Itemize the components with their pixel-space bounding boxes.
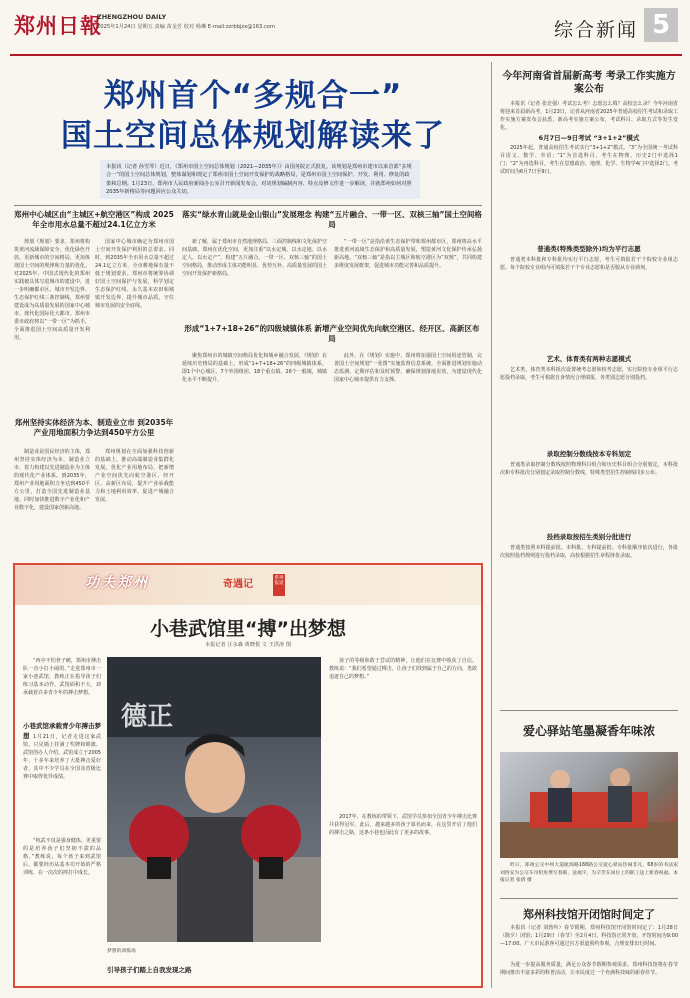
paragraph: 昨日，郑州公交中州大道航海路168路公交爱心驿站热闹非凡，68岁的书法家刘西安为公交车司机免费写春联、送福字，为辛苦在岗位上的职工送上新春祝福。本报记者 张倩 摄 bbox=[500, 863, 678, 884]
paragraph: 郑州规划在全面加强科技创新的基础上，推动高端制造业集群化发展，优化产业用地布局，把新增产业空间优先向航空港区、经开区、高新区布局，提升产业承载能力和土地利用效率，促进产城融合发展。 bbox=[95, 449, 174, 503]
feature-text-d bbox=[329, 657, 477, 807]
paragraph: 本报讯（记者 刘勃吟）春节假期，郑州科技馆开闭馆时间定了：1月28日（除夕）闭馆；1月29日（春节）至2月4日，科技馆正常开放，开馆时间为9:00—17:00。广大市民游客可通过官方渠道预约参观，合理安排出行时间。 bbox=[500, 925, 678, 947]
feature-text-c bbox=[23, 837, 101, 977]
lead-headline-line1: 郑州首个“多规合一” bbox=[103, 78, 403, 114]
paragraph: 规划《规划》要求，郑州将构筑黄河流域保障安全、优化绿色开放、更新城市的空间格局，更加体现国土空间的规律和力量的优化。对2025年、中国式现代化的郑州实践被具体写进城市的建设中。进一步明确都市区、城市开发边界、生态保护红线三条控制线，郑州要建设成为高质量发展的国家中心城市、现代化国际化大都市。郑州市委市政府将以“一带一区”为抓手，全面推进国土空间高质量开发利用。 bbox=[14, 239, 90, 341]
paper-english-name: ZHENGZHOU DAILY bbox=[97, 13, 167, 21]
paragraph: 本报讯（记者 张竞强）考试怎么考？志愿怎么填？高校怎么录？今年河南省将迎来首届新高考，1月23日，记者从河南省2025年普通高校招生考试和录取工作实施方案发布会获悉，新高考实施方案公布，考试科目、录取方式等发生变化。 bbox=[500, 101, 678, 130]
column-f bbox=[95, 448, 174, 556]
right-story-1-text bbox=[500, 100, 678, 130]
photo-2-caption bbox=[500, 862, 678, 896]
right-story-1-text5 bbox=[500, 461, 678, 529]
paragraph: 普通类录取控制分数线按照物理科目组合和历史科目组合分别划定，本科批次和专科批次分别划定录取控制分数线，特殊类型招生控制线同步公布。 bbox=[500, 462, 678, 476]
lead-headline bbox=[28, 76, 478, 156]
right-story-3-title: 郑州科技馆开闭馆时间定了 bbox=[523, 908, 655, 921]
right-story-1-text2 bbox=[500, 144, 678, 240]
section-1-title: 郑州中心城区由“主城区+航空港区”构成 2025年全市用水总量不超过24.1亿立方米 bbox=[14, 210, 174, 230]
paragraph: “练武不仅是强身健体，更重要的是培养孩子们坚韧不拔的品格。”教练说，每个孩子来到武馆后，都要经历从基本功开始的严格训练，在一次次的摔打中成长。 bbox=[23, 838, 101, 876]
paper-logo: 郑州日報 bbox=[14, 13, 102, 38]
column-b bbox=[95, 238, 174, 410]
feature-text-a bbox=[23, 657, 101, 717]
feature-banner bbox=[15, 565, 481, 605]
lead-intro: 本报讯（记者 孙雪琴）近日，《郑州市国土空间总体规划（2021—2035年）》由国务院正式批复。该规划是郑州市建市以来首部“多规合一”的国土空间总体规划，整体谋划和规定了郑州市国土空间开发保护的战略格局，是郑州市国土空间保护、开发、利用、修复的政策和总纲。1月23日，郑州市人民政府新闻办公室召开新闻发布会，对该规划编制内容、特点及修文作进一步解读，并就郑州如何对照2035年新格局等问题回应公众关切。 bbox=[100, 160, 420, 199]
right-story-1-text3 bbox=[500, 256, 678, 350]
right-story-3-text2 bbox=[500, 961, 678, 991]
feature-text-b bbox=[23, 733, 101, 833]
column-divider bbox=[491, 62, 492, 988]
paragraph: 2017年，在教练的带领下，武馆学员参加全国青少年搏击比赛并获得冠军。此后，越来越多的孩子慕名而来，在这里开启了他们的搏击之路，这条小巷也因此有了更多的故事。 bbox=[329, 814, 477, 836]
paragraph: 孩子的等级和敢于尝试的精神，让他们在比赛中收获了自信。教练说：“我们希望通过搏击，让孩子们找到属于自己的方向，勇敢追逐自己的梦想。” bbox=[329, 658, 477, 680]
lead-headline-line2: 国土空间总体规划解读来了 bbox=[61, 118, 445, 154]
section-2-title: 落实“绿水青山就是金山银山”发展理念 构建“五片融合、一带一区、双核三轴”国土空间格局 bbox=[182, 210, 482, 230]
section-4-title: 形成“1+7+18+26”的四级城镇体系 新增产业空间优先向航空港区、经开区、高新区布局 bbox=[184, 324, 480, 344]
paragraph: 为进一步提高服务质量，满足公众春节假期参观需求，郑州科技馆将在春节期间推出丰富多彩的科普活动，让市民度过一个充满科技味的新春佳节。 bbox=[500, 962, 678, 976]
right-sub-4: 录取控制分数线按本专科划定 bbox=[546, 450, 632, 458]
right-story-2-title: 爱心驿站笔墨凝香年味浓 bbox=[522, 724, 655, 738]
paragraph: 1月21日，记者走进这家武馆，只见墙上挂满了奖牌和锦旗。武馆创办人介绍，武馆成立于2005年，十多年来培养了大批搏击爱好者，其中不少学员在全国及省级比赛中取得优异成绩。 bbox=[23, 734, 101, 780]
divider bbox=[500, 710, 678, 711]
date-line: 2025年1月24日 星期五 责编 苗金芳 校对 杨琳 E-mail:zzrbbjzx@163.com bbox=[97, 24, 276, 30]
column-e bbox=[14, 448, 90, 556]
paragraph: 制造业是国民经济的主体，郑州坚持实体经济为本、制造业立市，着力构建以先进制造业为主体的现代化产业体系。到2035年，郑州产业用地面积力争达到450平方公里，打造全国先进制造业基地。同时加快推进数字产业化和产业数字化，建设国家创新高地。 bbox=[14, 449, 90, 511]
paragraph: 国家中心城市确定为郑州市国土空间开发保护利用的总要求。同时，到2035年全市用水总量不超过24.1亿立方米，全市耕地保有量不低于规划要求。郑州市将统筹协调好国土空间保护与发展，科学划定生态保护红线、永久基本农田和城镇开发边界，提升城市品质，守住城市发展的安全底线。 bbox=[95, 239, 174, 309]
right-story-3-text bbox=[500, 924, 678, 960]
page-number: 5 bbox=[644, 8, 678, 42]
boxer-photo bbox=[107, 657, 321, 942]
calligraphy-photo bbox=[500, 752, 678, 858]
feature-badge: 系列报道 bbox=[273, 574, 285, 596]
paragraph: “西亭不怕骨子硬，郑州市搏击队一直小打小闹的。”走进郑州市一家小巷武馆，教练正在指导孩子们练习基本动作。武馆面积不大，却承载着许多青少年的搏击梦想。 bbox=[23, 658, 101, 696]
feature-column-name: 奇遇记 bbox=[223, 579, 253, 590]
section-name: 综合新闻 bbox=[553, 19, 638, 41]
column-h bbox=[334, 352, 482, 556]
right-story-1-title: 今年河南省首届新高考 考录工作实施方案公布 bbox=[502, 71, 676, 95]
paragraph: 普通类本科批和专科批均实行平行志愿，考生可填报若干个院校专业组志愿，每个院校专业组内可填报若干个专业志愿和是否服从专业调剂。 bbox=[500, 257, 678, 271]
feature-sub2: 引导孩子们踏上自我发现之路 bbox=[107, 966, 192, 974]
paragraph: 新了解，属于郑州市自然地理格局、三面控制线和文化保护空间基础，郑州在优化空间，更加注重“以水定城、以水定地、以水定人、以水定产”，构建“五片融合、一带一区、双核三轴”的国土空间格局，推动形成主体功能明显、优势互补、高质量发展的国土空间开发保护新格局。 bbox=[182, 239, 327, 277]
column-d bbox=[334, 238, 482, 320]
feature-title: 小巷武馆里“搏”出梦想 bbox=[150, 618, 346, 640]
feature-logo: 功夫郑州 bbox=[85, 575, 149, 591]
right-story-1-text4 bbox=[500, 366, 678, 446]
paragraph: “一带一区”是指沿黄生态保护带和郑州都市区，郑州将高水平推进黄河流域生态保护和高质量发展，塑造黄河文化保护传承弘扬新高地。“双核三轴”是指以主城区和航空港区为“双核”，共同构建多维度发展框架，促进城市功能完善和品质提升。 bbox=[334, 239, 482, 269]
right-sub-2: 普通类(特殊类型除外)均为平行志愿 bbox=[537, 245, 641, 253]
masthead bbox=[10, 4, 682, 56]
feature-sub1: 小巷武馆承载青少年搏击梦想 bbox=[23, 722, 101, 741]
feature-box bbox=[13, 563, 483, 988]
divider bbox=[14, 205, 482, 206]
boxer-illustration bbox=[107, 657, 321, 942]
paragraph: 聚焦郑州市的城镇空间格局优化和城乡融合发展，《规划》在延续历史格局的基础上，形成“1+7+18+26”的四级城镇体系，即1个中心城区、7个外围组团、18个重点镇、26个一般镇，城镇化水平不断提升。 bbox=[182, 353, 327, 383]
gym-sign-text: 德正 bbox=[121, 701, 174, 731]
right-sub-5: 投档录取按招生类别分批进行 bbox=[546, 533, 632, 541]
photo-caption: 梦想的训练场 bbox=[107, 949, 136, 954]
right-story-1-text6 bbox=[500, 544, 678, 704]
paragraph: 艺术类、体育类本科批次设置统考志愿和校考志愿，实行院校专业组平行志愿投档录取，考生可根据自身情况合理填报，各类别志愿分别投档。 bbox=[500, 367, 678, 381]
column-c bbox=[182, 238, 327, 320]
paragraph: 普通类按照本科提前批、本科批、专科提前批、专科批顺序依次进行，各批次按照投档规则进行投档录取，高校根据招生章程择优录取。 bbox=[500, 545, 678, 559]
paragraph: 此外，在《规划》实施中，郑州将加强国土空间用途管制，完善国土空间规划“一张图”实施监督信息系统，全面推进规划实施动态监测、定期评估和及时预警，确保规划落地见效，为建设现代化国家中心城市提供有力支撑。 bbox=[334, 353, 482, 383]
feature-text-e bbox=[329, 813, 477, 978]
column-a bbox=[14, 238, 90, 410]
right-sub-3: 艺术、体育类有两种志愿模式 bbox=[546, 355, 632, 363]
section-3-title: 郑州坚持实体经济为本、制造业立市 到2035年产业用地面积力争达到450平方公里 bbox=[14, 418, 174, 438]
right-sub-1: 6月7日—9日考试 “3+1+2”模式 bbox=[538, 134, 640, 142]
calligraphy-illustration bbox=[500, 752, 678, 858]
feature-byline: 本报记者 汪永森 黄晓悦 文 王洪涛 图 bbox=[204, 642, 292, 648]
divider bbox=[500, 898, 678, 899]
column-g bbox=[182, 352, 327, 556]
paragraph: 2025年起，普通高校招生考试实行“3+1+2”模式。“3”为全国统一考试科目语文、数学、外语；“1”为首选科目，考生在物理、历史2门中选择1门；“2”为再选科目，考生在思想政治、地理、化学、生物学4门中选择2门。考试时间为6月7日至9日。 bbox=[500, 145, 678, 175]
